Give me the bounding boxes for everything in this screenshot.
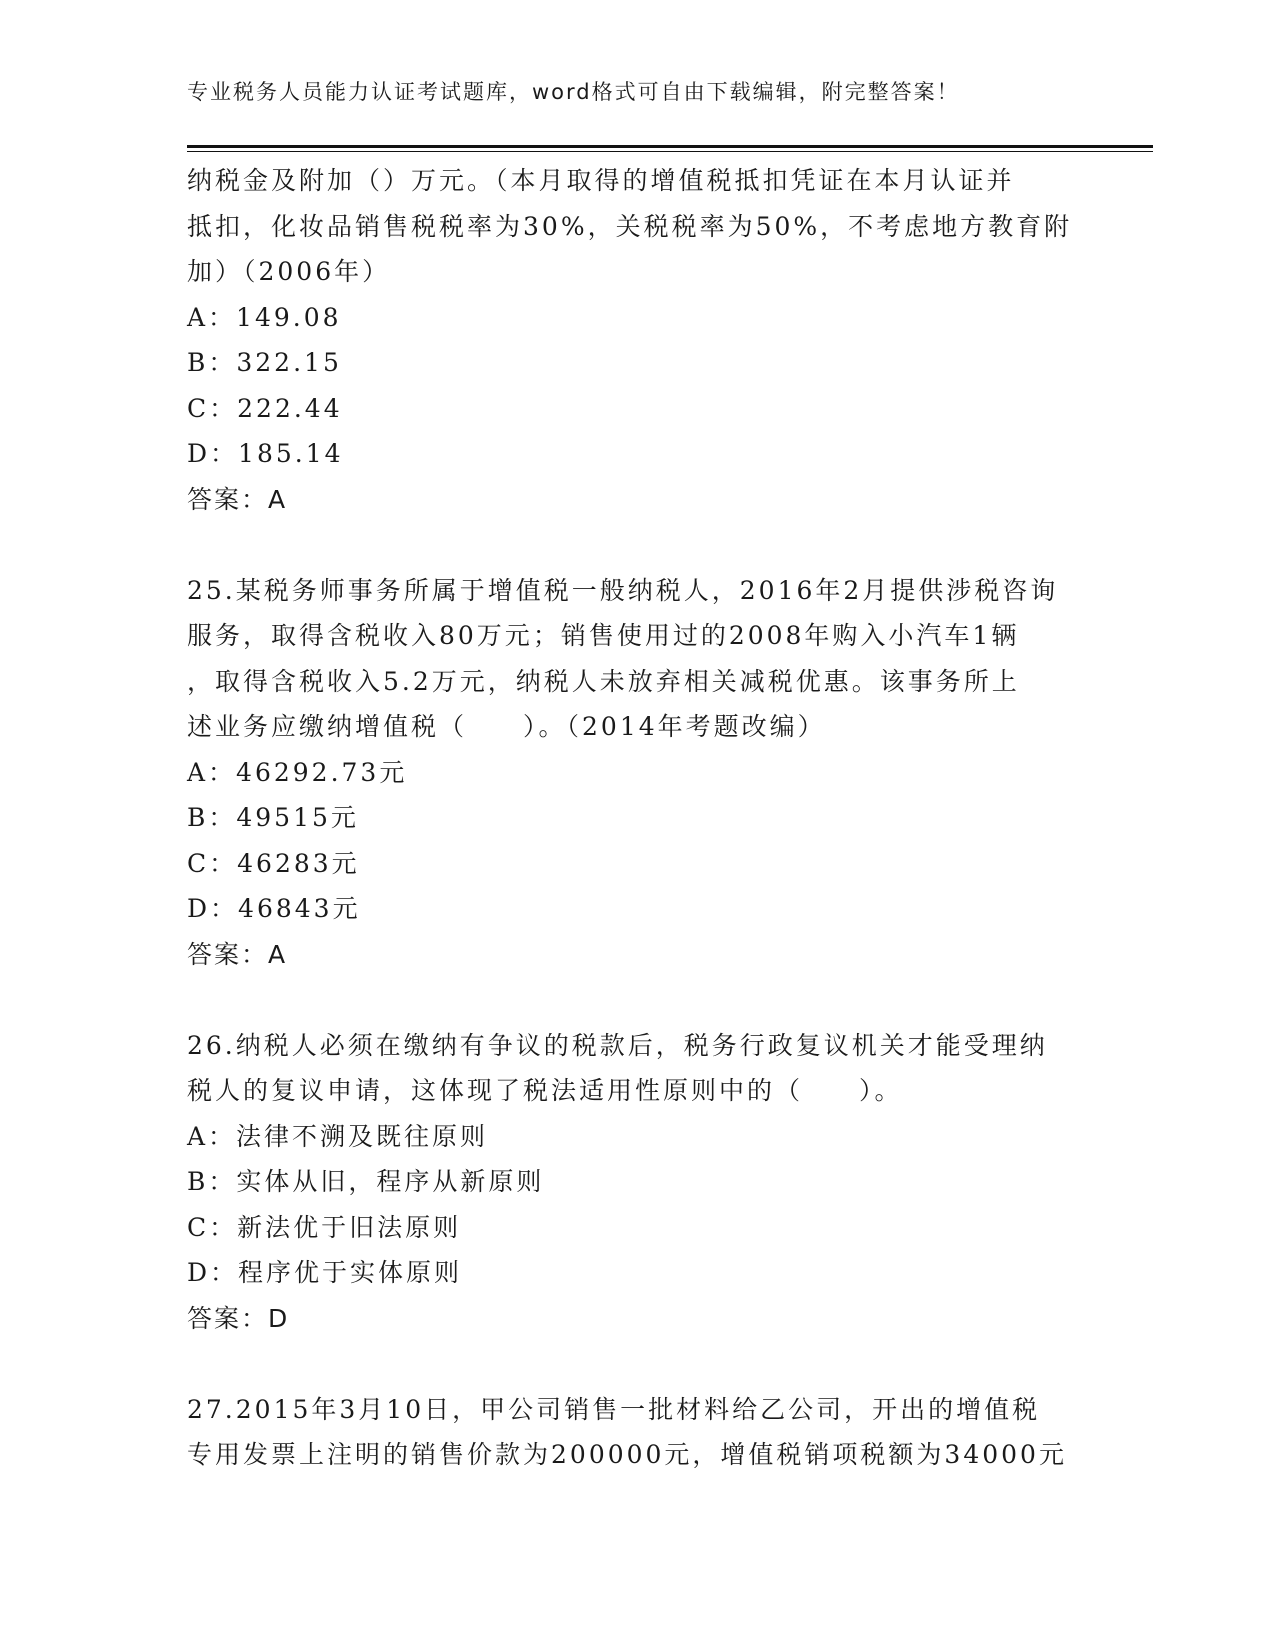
option-d: D：程序优于实体原则 <box>187 1258 463 1287</box>
option-a: A：149.08 <box>187 302 342 332</box>
question-text-line: 服务，取得含税收入80万元；销售使用过的2008年购入小汽车1辆 <box>187 621 1020 650</box>
answer-line <box>187 1296 1087 1342</box>
spacer <box>187 977 1087 1023</box>
option-a: A：46292.73元 <box>187 757 408 787</box>
answer-value: A <box>268 939 288 969</box>
question-block <box>187 1387 1087 1478</box>
question-text-line: 述业务应缴纳增值税（ ）。（2014年考题改编） <box>187 712 826 741</box>
question-list <box>187 158 1087 1478</box>
question-text-line: 专用发票上注明的销售价款为200000元，增值税销项税额为34000元 <box>187 1440 1067 1469</box>
question-text-line: ，取得含税收入5.2万元，纳税人未放弃相关减税优惠。该事务所上 <box>187 666 1020 696</box>
spacer <box>187 1341 1087 1387</box>
header-rule-thin <box>187 151 1153 152</box>
question-text-line: 26.纳税人必须在缴纳有争议的税款后，税务行政复议机关才能受理纳 <box>187 1030 1048 1060</box>
option-b: B：49515元 <box>187 803 359 832</box>
answer-line <box>187 477 1087 523</box>
question-text-line: 加）（2006年） <box>187 257 391 286</box>
answer-value: D <box>268 1303 290 1333</box>
question-text-line: 25.某税务师事务所属于增值税一般纳税人，2016年2月提供涉税咨询 <box>187 575 1059 605</box>
header-rule-thick <box>187 145 1153 148</box>
question-block <box>187 158 1087 522</box>
option-c: C：新法优于旧法原则 <box>187 1212 462 1242</box>
question-text-line: 纳税金及附加（）万元。（本月取得的增值税抵扣凭证在本月认证并 <box>187 166 1015 195</box>
question-text-line: 27.2015年3月10日，甲公司销售一批材料给乙公司，开出的增值税 <box>187 1394 1041 1424</box>
page-header: 专业税务人员能力认证考试题库，word格式可自由下载编辑，附完整答案！ <box>187 80 960 104</box>
option-d: D：185.14 <box>187 439 344 468</box>
answer-value: A <box>268 484 288 514</box>
option-c: C：222.44 <box>187 393 343 423</box>
question-block <box>187 568 1087 978</box>
option-d: D：46843元 <box>187 894 361 923</box>
question-text-line: 税人的复议申请，这体现了税法适用性原则中的（ ）。 <box>187 1076 903 1105</box>
answer-label: 答案： <box>187 484 269 514</box>
option-a: A：法律不溯及既往原则 <box>187 1121 489 1151</box>
question-block <box>187 1023 1087 1342</box>
answer-label: 答案： <box>187 1303 269 1333</box>
option-b: B：322.15 <box>187 348 342 377</box>
option-b: B：实体从旧，程序从新原则 <box>187 1167 545 1196</box>
question-text-line: 抵扣，化妆品销售税税率为30%，关税税率为50%，不考虑地方教育附 <box>187 211 1073 241</box>
spacer <box>187 522 1087 568</box>
answer-label: 答案： <box>187 939 269 969</box>
option-c: C：46283元 <box>187 848 360 878</box>
answer-line <box>187 932 1087 978</box>
